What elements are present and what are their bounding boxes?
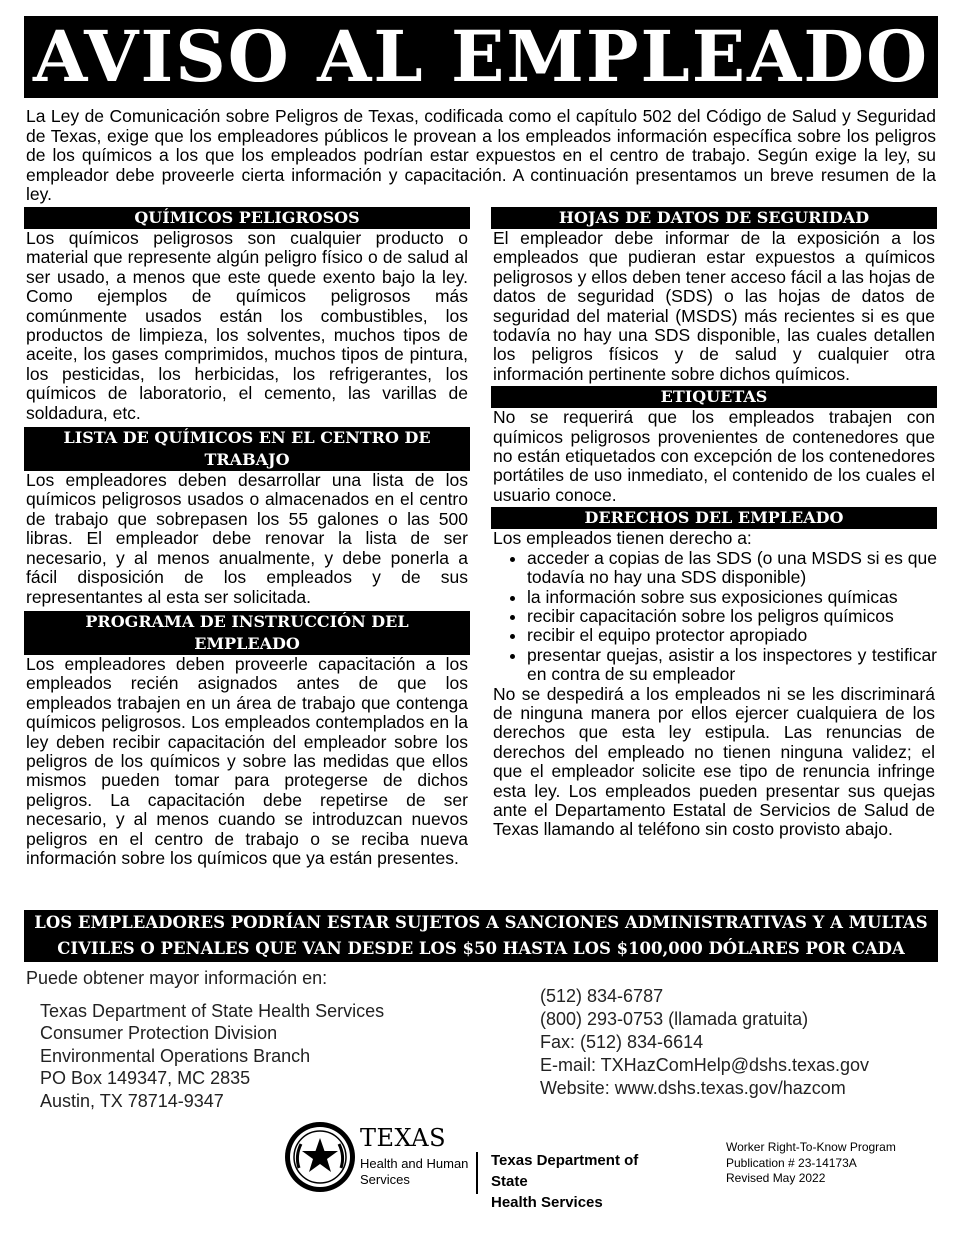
list-item: • acceder a copias de las SDS (o una MSDS si es que todavía no hay una SDS disponible): [527, 549, 937, 588]
agency-logos: [283, 1120, 663, 1211]
toll-free-number: (800) 293-0753 (llamada gratuita): [540, 1009, 809, 1029]
rights-list: [491, 549, 937, 685]
section-heading-etiquetas: ETIQUETAS: [491, 386, 937, 408]
section-heading-programa: PROGRAMA DE INSTRUCCIÓN DEL EMPLEADO: [24, 611, 470, 655]
dshs-logo-text: [491, 1150, 663, 1213]
section-body-quimicos: Los químicos peligrosos son cualquier producto o material que represente algún peligro físico o de salud al ser usado, a menos que este quede exento bajo la ley. Como ejemplos de químicos peligrosos más comúnmente usados están los combustibles, los productos de limpieza, los solventes, muchos tipos de aceite, los gases comprimidos, muchos tipos de pintura, los pesticidas, los herbicidas, los refrigerantes, los químicos de laboratorio, el cemento, las varillas de soldadura, etc.: [26, 228, 468, 423]
publication-info: [726, 1140, 896, 1187]
penalty-banner: LOS EMPLEADORES PODRÍAN ESTAR SUJETOS A SANCIONES ADMINISTRATIVAS Y A MULTAS CIVILES O PENALES QUE VAN DESDE LOS $50 HASTA LOS $100,000 DÓLARES POR CADA INFRACCIÓN DE ESTA LEY: [24, 910, 938, 962]
section-heading-derechos: DERECHOS DEL EMPLEADO: [491, 507, 937, 529]
hhs-logo-title: TEXAS: [360, 1124, 447, 1152]
section-body-programa: Los empleadores deben proveerle capacitación a los empleados recién asignados antes de que los empleados trabajen en un área de trabajo que contenga químicos peligrosos. Los empleados contemplados en la ley deben recibir capacitación del empleador sobre los peligros de los químicos y sobre las medidas que ellos mismos pueden tomar para protegerse de dichos peligros. La capacitación debe repetirse de ser necesario, y al menos cuando se introduzcan nuevos peligros en el centro de trabajo o se reciba nueva información sobre los químicos que ya están presentes.: [26, 653, 468, 868]
title-banner: [24, 16, 938, 98]
list-item: • la información sobre sus exposiciones químicas: [527, 588, 937, 607]
list-item: • recibir el equipo protector apropiado: [527, 626, 937, 645]
publication-number: Publication # 23-14173A: [726, 1155, 857, 1170]
hhs-logo-line: Services: [360, 1172, 410, 1187]
fax-number: Fax: (512) 834-6614: [540, 1032, 704, 1052]
more-info-label: Puede obtener mayor información en:: [26, 968, 328, 988]
address-line: Austin, TX 78714-9347: [40, 1090, 224, 1111]
revision-date: Revised May 2022: [726, 1171, 826, 1185]
logo-divider: [476, 1152, 478, 1194]
texas-seal-icon: [283, 1120, 357, 1194]
left-column: [24, 207, 470, 868]
section-body-hojas: El empleador debe informar de la exposición a los empleados que pudieran estar expuestos a químicos peligrosos y ellos deben tener acceso fácil a las hojas de datos de seguridad (SDS) o las hojas de datos de seguridad del material (MSDS) más recientes si es que todavía no hay una SDS disponible, las cuales detallen los peligros físicos y de salud y cualquier otra información pertinente sobre dichos químicos.: [493, 228, 935, 384]
intro-paragraph: La Ley de Comunicación sobre Peligros de Texas, codificada como el capítulo 502 del Código de Salud y Seguridad de Texas, exige que los empleadores públicos le provean a los empleados información específica sobre los peligros de los químicos a los que los empleados podrían estar expuestos en el centro de trabajo. Según exige la ley, su empleador debe proveerle cierta información y capacitación. A continuación presentamos un breve resumen de la ley.: [26, 106, 936, 205]
address-line: Consumer Protection Division: [40, 1023, 278, 1044]
section-body-etiquetas: No se requerirá que los empleados trabajen con químicos peligrosos provenientes de contenedores que no están etiquetados con excepción de los contenedores portátiles de uso inmediato, el contenido de los cuales el usuario conoce.: [493, 407, 935, 505]
address-line: Environmental Operations Branch: [40, 1045, 311, 1066]
rights-closing: No se despedirá a los empleados ni se les discriminará de ninguna manera por ellos ejercer cualquiera de los derechos que esta ley estipula. Las renuncias de derechos del empleado no tienen ninguna validez; el que el empleador solicite ese tipo de renuncia infringe esta ley. Los empleados pueden presentar sus quejas ante el Departamento Estatal de Servicios de Salud de Texas llamando al teléfono sin costo provisto abajo.: [493, 683, 935, 840]
list-item: • recibir capacitación sobre los peligros químicos: [527, 607, 937, 626]
list-item: • presentar quejas, asistir a los inspectores y testificar en contra de su empleador: [527, 646, 937, 685]
rights-intro: Los empleados tienen derecho a:: [493, 528, 752, 549]
section-body-lista: Los empleadores deben desarrollar una lista de los químicos peligrosos usados o almacenados en el centro de trabajo que sobrepasen los 55 galones o las 500 libras. El empleador debe renovar la lista de ser necesario, y al menos anualmente, y debe ponerla a fácil disposición de los empleados y de sus representantes al esta ser solicitada.: [26, 470, 468, 607]
address-line: PO Box 149347, MC 2835: [40, 1068, 251, 1089]
right-column: [491, 207, 937, 840]
address-line: Texas Department of State Health Services: [40, 1001, 385, 1021]
program-name: Worker Right-To-Know Program: [726, 1140, 896, 1154]
dshs-logo-line: Health Services: [491, 1194, 603, 1211]
dshs-logo-line: Texas Department of State: [491, 1152, 639, 1190]
hhs-logo-subtitle: [360, 1156, 468, 1188]
hhs-logo-line: Health and Human: [360, 1156, 469, 1171]
section-heading-quimicos: QUÍMICOS PELIGROSOS: [24, 207, 470, 229]
email-address: E-mail: TXHazComHelp@dshs.texas.gov: [540, 1055, 870, 1075]
phone-number: (512) 834-6787: [540, 986, 664, 1006]
contact-info: [540, 985, 869, 1100]
page-title: AVISO AL EMPLEADO: [32, 15, 930, 98]
mailing-address: [40, 1000, 384, 1112]
section-heading-lista: LISTA DE QUÍMICOS EN EL CENTRO DE TRABAJO: [24, 427, 470, 471]
section-heading-hojas: HOJAS DE DATOS DE SEGURIDAD: [491, 207, 937, 229]
website-address: Website: www.dshs.texas.gov/hazcom: [540, 1078, 846, 1098]
